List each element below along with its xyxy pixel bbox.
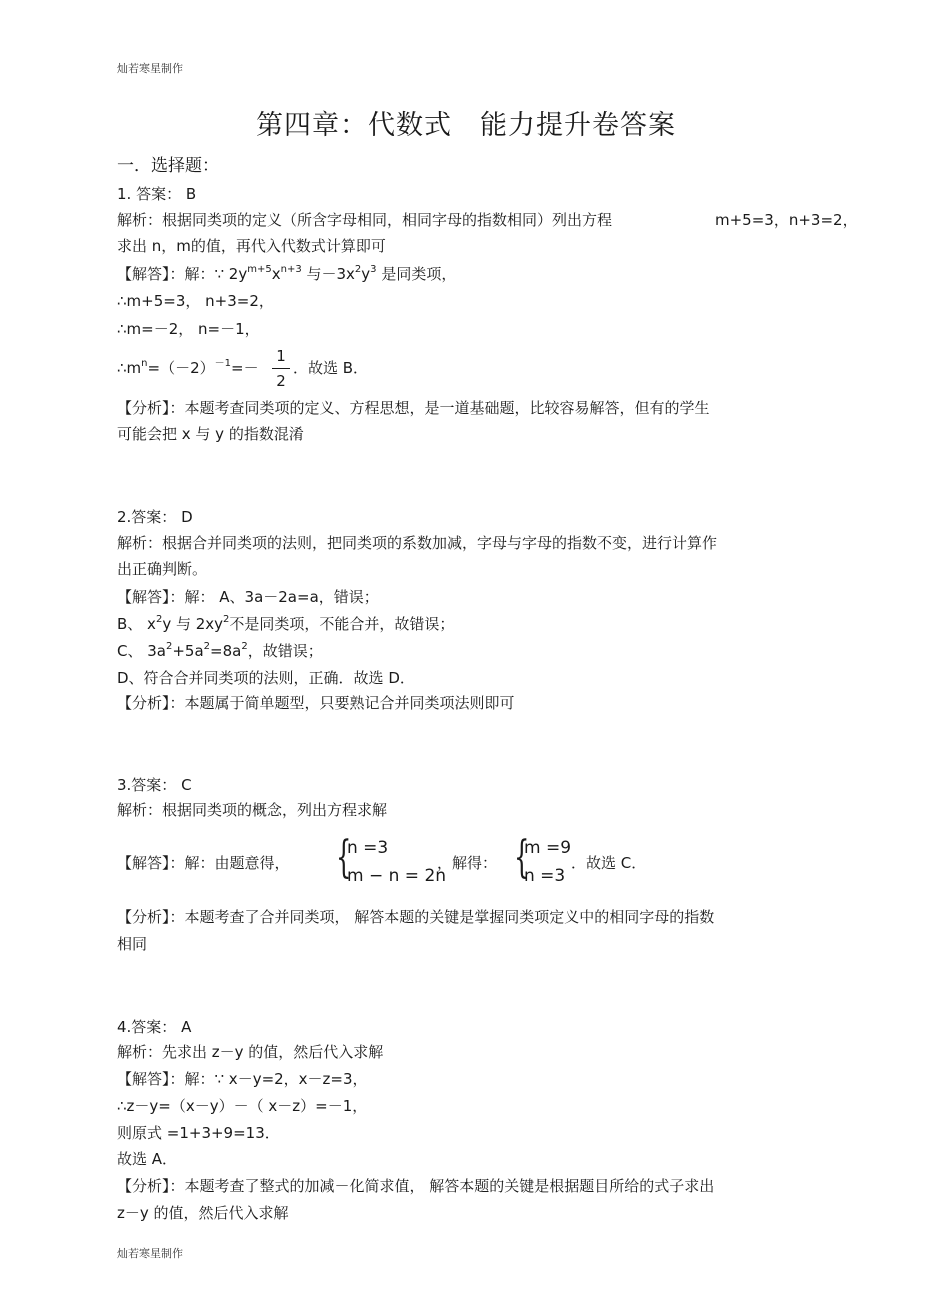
q2-comment: 【分析】：本题属于简单题型，只要熟记合并同类项法则即可 — [117, 694, 515, 712]
page-title: 第四章：代数式 能力提升卷答案 — [256, 110, 676, 141]
q2-solution-b: B、 $x^2y$ 与 $2xy^2$不是同类项，不能合并，故错误； — [117, 614, 455, 633]
q4-solution-c: 则原式 =1+3+9=13． — [117, 1124, 280, 1142]
q1-step3-conclusion: ．故选 B． — [293, 359, 369, 377]
q3-system2: m =9 n =3 — [524, 838, 572, 886]
q3-comment-line1: 【分析】：本题考查了合并同类项， 解答本题的关键是掌握同类项定义中的相同字母的指数 — [117, 908, 715, 926]
q3-solution-mid: ，解得： — [437, 854, 498, 872]
q3-system1: n =3 m − n = 2n — [347, 838, 447, 886]
q1-step1: ∴m+5=3， n+3=2， — [117, 292, 274, 310]
q1-step3: $\therefore m^n=(-2)^{-1}=-$ — [117, 358, 259, 377]
q1-analysis-line1: 解析：根据同类项的定义（所含字母相同，相同字母的指数相同）列出方程 — [117, 211, 613, 229]
q4-solution-b: ∴z－y=（x－y）－（ x－z）=－1， — [117, 1097, 368, 1115]
q4-comment-line1: 【分析】：本题考查了整式的加减－化简求值， 解答本题的关键是根据题目所给的式子求出 — [117, 1177, 715, 1195]
q1-comment-line1: 【分析】：本题考查同类项的定义、方程思想，是一道基础题，比较容易解答，但有的学生 — [117, 399, 710, 417]
q1-analysis-line2: 求出 n，m的值，再代入代数式计算即可 — [117, 237, 386, 255]
q1-step2: ∴m=－2， n=－1， — [117, 320, 260, 338]
section-heading: 一．选择题： — [117, 156, 219, 176]
q2-analysis-line2: 出正确判断。 — [117, 560, 208, 578]
q1-solution-line: 【解答】：解：∵ $2y^{m+5}x^{n+3}$ 与$-3x^2y^3$ 是同类项， — [117, 264, 457, 283]
q2-solution-c: C、 $3a^2+5a^2=8a^2$，故错误； — [117, 641, 323, 660]
q1-answer: 1. 答案： B — [117, 185, 197, 203]
q2-solution-d: D、符合合并同类项的法则，正确．故选 D． — [117, 669, 415, 687]
q1-analysis-equation: m+5=3，n+3=2， — [715, 211, 858, 229]
q2-analysis-line1: 解析：根据合并同类项的法则，把同类项的系数加减，字母与字母的指数不变，进行计算作 — [117, 534, 718, 552]
q3-solution-prefix: 【解答】：解：由题意得， — [117, 854, 290, 872]
q3-system2-brace: { — [514, 832, 530, 883]
page-footer: 灿若寒星制作 — [117, 1247, 183, 1260]
q4-analysis: 解析：先求出 z－y 的值，然后代入求解 — [117, 1043, 384, 1061]
q2-answer: 2.答案： D — [117, 508, 193, 526]
q1-fraction: 1 2 — [272, 346, 290, 391]
page-header: 灿若寒星制作 — [117, 62, 183, 75]
q2-solution-a: 【解答】：解： A、3a－2a=a，错误； — [117, 588, 379, 606]
q4-solution-d: 故选 A． — [117, 1150, 178, 1168]
q1-comment-line2: 可能会把 x 与 y 的指数混淆 — [117, 425, 304, 443]
q4-answer: 4.答案： A — [117, 1018, 192, 1036]
q4-comment-line2: z－y 的值，然后代入求解 — [117, 1204, 289, 1222]
q3-solution-suffix: ．故选 C． — [571, 854, 647, 872]
q3-comment-line2: 相同 — [117, 935, 148, 953]
q3-analysis: 解析：根据同类项的概念，列出方程求解 — [117, 801, 388, 819]
q3-system1-brace: { — [336, 832, 352, 883]
q3-answer: 3.答案： C — [117, 776, 192, 794]
q4-solution-a: 【解答】：解：∵ x－y=2，x－z=3， — [117, 1070, 368, 1088]
